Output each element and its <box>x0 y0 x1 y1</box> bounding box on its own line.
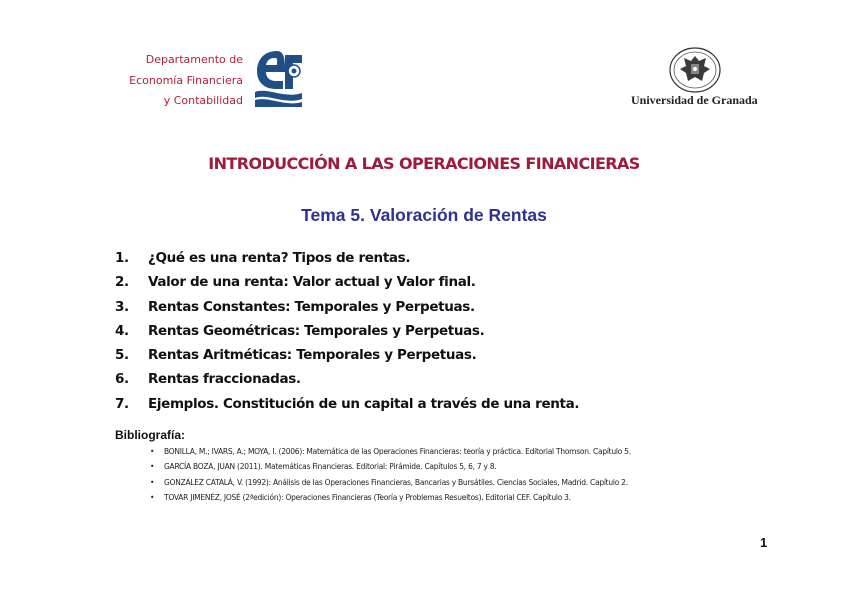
course-title: INTRODUCCIÓN A LAS OPERACIONES FINANCIERAS <box>208 154 640 173</box>
university-crest-icon <box>667 47 723 93</box>
bibliography-list <box>150 444 631 505</box>
bibliography-text: TOVAR JIMENÉZ, JOSÉ (2ªedición): Operaciones Financieras (Teoría y Problemas Resueltos). Editorial CEF. Capítulo 3. <box>164 492 571 502</box>
topic-item <box>115 392 579 416</box>
bibliography-item <box>150 459 631 474</box>
topic-text: Ejemplos. Constitución de un capital a través de una renta. <box>148 395 580 412</box>
department-line-3: y Contabilidad <box>163 94 243 107</box>
topic-item <box>115 270 579 294</box>
bibliography-text: GONZÁLEZ CATALÁ, V. (1992): Análisis de las Operaciones Financieras, Bancarias y Bursátiles. Ciencias Sociales, Madrid. Capítulo 2. <box>164 477 628 487</box>
department-name <box>100 50 243 112</box>
page-number: 1 <box>760 535 768 550</box>
topic-number: 3. <box>115 298 129 315</box>
university-name: Universidad de Granada <box>631 93 758 107</box>
topics-list <box>115 246 579 416</box>
bullet: • <box>150 462 155 472</box>
department-line-1: Departamento de <box>145 53 243 66</box>
topic-item <box>115 367 579 391</box>
topic-item <box>115 319 579 343</box>
bibliography-text: GARCÍA BOZA, JUAN (2011). Matemáticas Financieras. Editorial: Pirámide. Capítulos 5, 6, 7 y 8. <box>164 462 497 472</box>
tema-title: Tema 5. Valoración de Rentas <box>301 205 547 225</box>
topic-text: Valor de una renta: Valor actual y Valor final. <box>148 274 476 291</box>
topic-text: Rentas fraccionadas. <box>148 371 301 388</box>
bibliography-item <box>150 475 631 490</box>
topic-number: 2. <box>115 274 129 291</box>
topic-item <box>115 343 579 367</box>
topic-number: 4. <box>115 322 129 339</box>
topic-item <box>115 295 579 319</box>
topic-number: 5. <box>115 347 129 364</box>
topic-number: 7. <box>115 395 129 412</box>
topic-text: Rentas Constantes: Temporales y Perpetuas. <box>148 298 475 315</box>
topic-text: Rentas Geométricas: Temporales y Perpetuas. <box>148 322 485 339</box>
bullet: • <box>150 447 155 456</box>
topic-number: 1. <box>115 250 129 266</box>
department-logo-icon <box>255 47 302 107</box>
topic-text: Rentas Aritméticas: Temporales y Perpetuas. <box>148 347 477 364</box>
bibliography-item <box>150 444 631 459</box>
bullet: • <box>150 492 155 502</box>
department-line-2: Economía Financiera <box>129 73 243 87</box>
topic-item <box>115 246 579 270</box>
bullet: • <box>150 477 155 487</box>
bibliography-item <box>150 490 631 505</box>
bibliography-text: BONILLA, M.; IVARS, A.; MOYA, I. (2006): Matemática de las Operaciones Financieras: teoría y práctica. Editorial Thomson. Capítulo 5. <box>164 447 631 456</box>
topic-number: 6. <box>115 371 129 388</box>
bibliography-heading: Bibliografía: <box>115 428 186 442</box>
topic-text: ¿Qué es una renta? Tipos de rentas. <box>148 250 411 266</box>
